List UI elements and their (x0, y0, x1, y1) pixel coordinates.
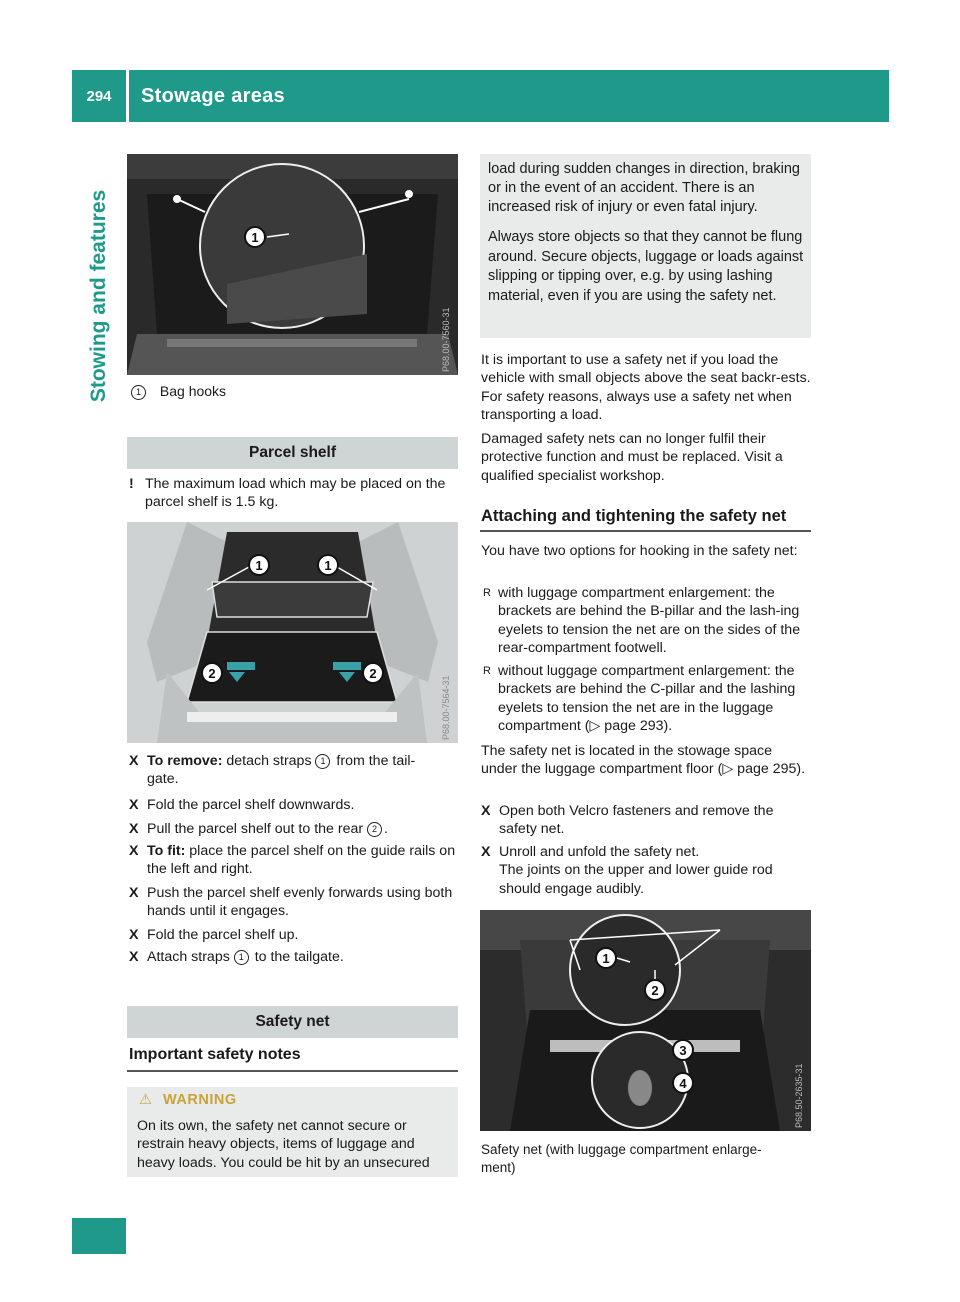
callout-3: 3 (672, 1039, 694, 1061)
step-marker: X (129, 797, 139, 813)
warning-box-continued (480, 154, 811, 338)
step-text: Pull the parcel shelf out to the rear (147, 821, 368, 837)
step-text-after: . (384, 821, 388, 837)
subheading-rule (480, 530, 811, 532)
callout-1: 1 (244, 226, 266, 248)
warning-text-cont-1: load during sudden changes in direction, braking or in the event of an accident. There is an increased risk of injury or even fatal injury. (488, 161, 800, 215)
bullet-marker: R (483, 587, 491, 599)
page-header (72, 70, 889, 122)
warning-label: WARNING (163, 1092, 237, 1108)
step-text: Unroll and unfold the safety net. (499, 844, 700, 860)
step-text: place the parcel shelf on the guide rails on the left and right. (147, 843, 456, 878)
callout-ref: 1 (315, 754, 330, 769)
bullet-text: without luggage compartment enlargement: the brackets are behind the C-pillar and the lashing eyelets to tension the net are in the luggage compartment (▷ page 293). (498, 663, 796, 734)
callout-1b: 1 (317, 554, 339, 576)
bullet-with-enlargement (483, 584, 814, 657)
figure-bag-hooks (127, 154, 458, 375)
notice-icon: ! (129, 476, 134, 492)
step-push (129, 884, 460, 921)
section-safety-net: Safety net (127, 1006, 458, 1038)
step-marker: X (129, 753, 139, 769)
callout-2a: 2 (201, 662, 223, 684)
step-fold-down (129, 796, 460, 814)
figure-parcel-shelf (127, 522, 458, 743)
side-tab-label: Stowing and features (87, 189, 110, 403)
warning-text-cont-2: Always store objects so that they cannot be flung around. Secure objects, luggage or loads against slipping or tipping over, e.g. by using lashing material, even if you are using the safety net. (488, 229, 804, 304)
step-marker: X (129, 821, 139, 837)
subheading-attaching: Attaching and tightening the safety net (481, 507, 787, 525)
intro-two-options: You have two options for hooking in the safety net: (481, 543, 798, 559)
section-parcel-shelf: Parcel shelf (127, 437, 458, 469)
step-open-velcro (481, 802, 812, 839)
paragraph-damaged-nets: Damaged safety nets can no longer fulfil their protective function and must be replaced. Visit a qualified specialist workshop. (481, 431, 783, 484)
warning-box (127, 1087, 458, 1177)
warning-heading (139, 1092, 237, 1108)
figure-safety-net (480, 910, 811, 1131)
step-attach (129, 948, 460, 966)
step-remove (129, 752, 460, 789)
callout-1a: 1 (248, 554, 270, 576)
step-lead: To fit: (147, 843, 186, 859)
step-marker: X (481, 803, 491, 819)
figure-code: P68.00-7564-31 (441, 675, 451, 740)
step-text: Fold the parcel shelf up. (147, 927, 299, 943)
fig1-caption (131, 382, 226, 400)
step-fit (129, 842, 460, 879)
page-title: Stowage areas (141, 84, 285, 107)
step-text-after: from the tail- gate. (147, 753, 416, 788)
step-unroll (481, 843, 812, 898)
callout-ref: 2 (367, 822, 382, 837)
callout-ref: 1 (234, 950, 249, 965)
warning-text: On its own, the safety net cannot secure or restrain heavy objects, items of luggage and heavy loads. You could be hit by an unsecured (137, 1118, 430, 1171)
caption-text: Bag hooks (159, 383, 227, 399)
step-result: The joints on the upper and lower guide rod should engage audibly. (499, 862, 773, 897)
step-text: Fold the parcel shelf downwards. (147, 797, 355, 813)
step-pull-out (129, 820, 460, 838)
page-number: 294 (86, 87, 112, 105)
trunk-photo-1 (127, 154, 458, 375)
paragraph-net-location: The safety net is located in the stowage space under the luggage compartment floor (▷ page 295). (481, 743, 806, 778)
bullet-marker: R (483, 665, 491, 677)
figure-code: P68.50-2635-31 (794, 1063, 804, 1128)
car-rear-photo (127, 522, 458, 743)
fig3-caption: Safety net (with luggage compartment enlarge- ment) (481, 1142, 762, 1175)
step-marker: X (129, 885, 139, 901)
subheading-rule (127, 1070, 458, 1072)
step-marker: X (481, 844, 491, 860)
figure-code: P68.00-7560-31 (441, 307, 451, 372)
step-text: Open both Velcro fasteners and remove the safety net. (499, 803, 774, 838)
callout-1: 1 (595, 947, 617, 969)
paragraph-safety-net-use: It is important to use a safety net if you load the vehicle with small objects above the seat backr-ests. For safety reasons, always use a safety net when transporting a load. (481, 352, 811, 423)
side-tab-block (72, 1218, 126, 1254)
step-text: Attach straps (147, 949, 234, 965)
step-fold-up (129, 926, 460, 944)
step-marker: X (129, 949, 139, 965)
parcel-note (129, 475, 460, 512)
step-marker: X (129, 843, 139, 859)
step-text: Push the parcel shelf evenly forwards using both hands until it engages. (147, 885, 453, 920)
subheading-important-notes: Important safety notes (129, 1046, 301, 1063)
callout-2: 2 (644, 979, 666, 1001)
step-text: detach straps (222, 753, 316, 769)
callout-ref: 1 (131, 385, 146, 400)
step-lead: To remove: (147, 753, 223, 769)
warning-icon: ⚠ (139, 1092, 153, 1108)
callout-4: 4 (672, 1072, 694, 1094)
safety-net-photo (480, 910, 811, 1131)
callout-2b: 2 (362, 662, 384, 684)
bullet-without-enlargement (483, 662, 814, 735)
bullet-text: with luggage compartment enlargement: the brackets are behind the B-pillar and the lash-ing eyelets to tension the net are on the sides of the rear-compartment footwell. (498, 585, 801, 656)
step-marker: X (129, 927, 139, 943)
step-text-after: to the tailgate. (250, 949, 344, 965)
parcel-note-text: The maximum load which may be placed on the parcel shelf is 1.5 kg. (145, 476, 446, 511)
